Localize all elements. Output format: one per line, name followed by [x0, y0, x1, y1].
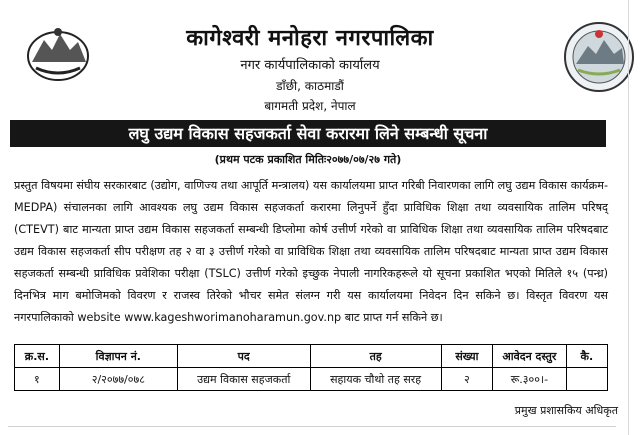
cell-remarks	[566, 368, 607, 391]
nepal-emblem-icon	[22, 22, 94, 84]
cell-level: सहायक चौथो तह सरह	[310, 368, 441, 391]
municipality-title: कागेश्वरी मनोहरा नगरपालिका	[186, 26, 434, 51]
cell-fee: रू.३००।-	[493, 368, 567, 391]
col-position: पद	[177, 345, 310, 368]
municipality-logo-icon	[562, 20, 636, 94]
table-row	[15, 368, 608, 391]
vacancy-table	[14, 344, 608, 391]
cell-sn: १	[15, 368, 60, 391]
notice-body: प्रस्तुत विषयमा संघीय सरकारबाट (उद्योग, वाणिज्य तथा आपूर्ति मन्त्रालय) यस कार्यालयमा प्राप्त गरिबी निवारणका लागि लघु उद्यम विकास कार्यक्रम-MEDPA) संचालनका लागि आवश्यक लघु उद्यम विकास सहजकर्ता करारमा लिनुपर्ने हुँदा प्राविधिक शिक्षा तथा व्यवसायिक तालिम परिषद् (CTEVT) बाट मान्यता प्राप्त उद्यम विकास सहजकर्ता सम्बन्धी डिप्लोमा कोर्ष उत्तीर्ण गरेको वा प्राविधिक शिक्षा तथा व्यवसायिक तालिम परिषदबाट उद्यम विकास सहजकर्ता सीप परीक्षण तह २ वा ३ उत्तीर्ण गरेको वा प्राविधिक शिक्षा तथा व्यवसायिक तालिम परिषदबाट मान्यता प्राप्त उद्यम विकास सहजकर्ता सम्बन्धी प्राविधिक प्रवेशिका परीक्षा (TSLC) उत्तीर्ण गरेको इच्छुक नेपाली नागरिकहरूले यो सूचना प्रकाशित भएको मितिले १५ (पन्ध्र) दिनभित्र माग बमोजिमको विवरण र राजस्व तिरेको भौचर समेत संलग्न गरी यस कार्यालयमा निवेदन दिन सकिने छ। विस्तृत विवरण यस नगरपालिकाको website www.kageshworimanoharamun.gov.np बाट प्राप्त गर्न सकिने छ।	[14, 179, 608, 324]
province-name: बागमती प्रदेश, नेपाल	[264, 99, 356, 113]
cell-count: २	[441, 368, 492, 391]
page-edge-divider	[628, 0, 629, 435]
table-header-row	[15, 345, 608, 368]
cell-position: उद्यम विकास सहजकर्ता	[177, 368, 310, 391]
signatory-title: प्रमुख प्रशासकिय अधिकृत	[514, 404, 618, 417]
col-fee: आवेदन दस्तुर	[493, 345, 567, 368]
col-advert-no: विज्ञापन नं.	[59, 345, 177, 368]
office-name: नगर कार्यपालिकाको कार्यालय	[240, 58, 380, 73]
publication-date: (प्रथम पटक प्रकाशित मितिः२०७७/०७/२७ गते)	[214, 153, 402, 166]
bottom-divider	[8, 426, 616, 427]
office-location: डाँछी, काठमाडौं	[276, 79, 344, 93]
cell-advert-no: २/२०७७/०७८	[59, 368, 177, 391]
col-level: तह	[310, 345, 441, 368]
col-sn: क्र.स.	[15, 345, 60, 368]
col-count: संख्या	[441, 345, 492, 368]
notice-heading: लघु उद्यम विकास सहजकर्ता सेवा करारमा लिने सम्बन्धी सूचना	[10, 120, 606, 147]
col-remarks: कै.	[566, 345, 607, 368]
